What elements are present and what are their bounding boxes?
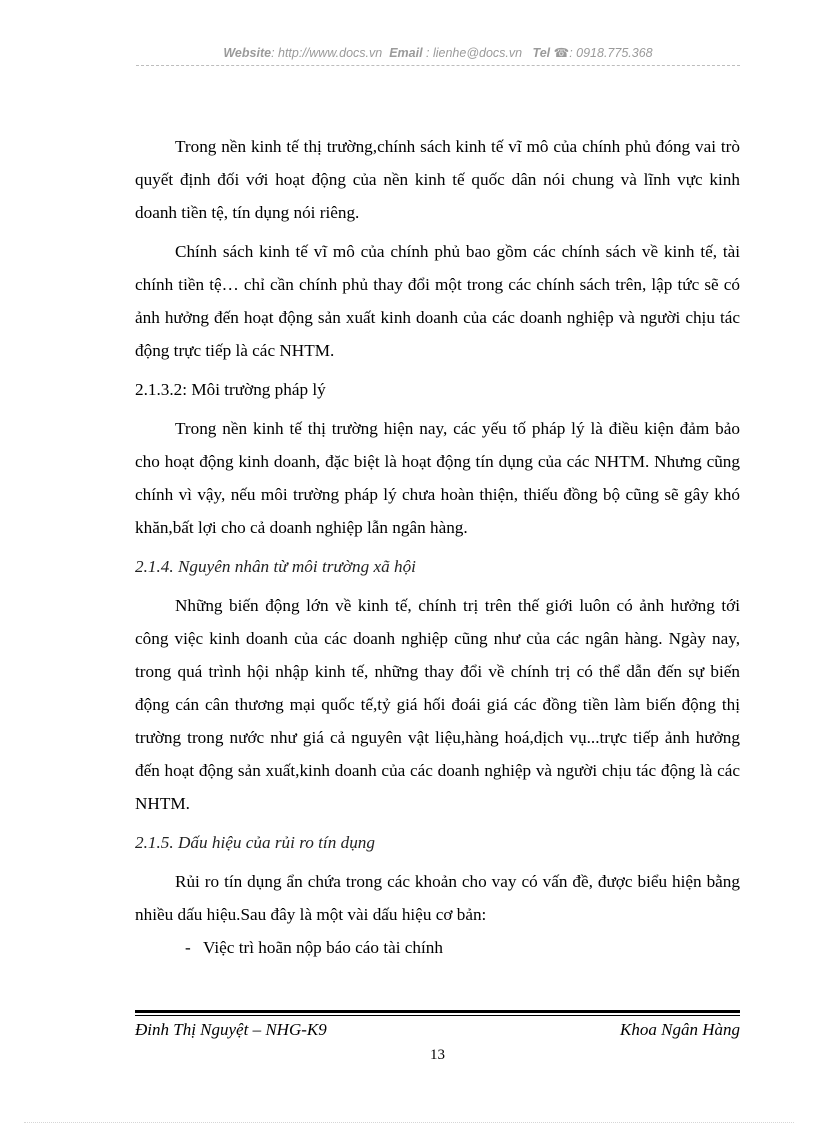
section-heading-2-1-3-2: 2.1.3.2: Môi trường pháp lý: [135, 380, 326, 399]
tel-value: : 0918.775.368: [569, 46, 653, 60]
paragraph-2: Chính sách kinh tế vĩ mô của chính phủ bao gồm các chính sách về kinh tế, tài chính tiền tệ… chỉ cần chính phủ thay đổi một trong các chính sách trên, lập tức sẽ có ảnh hưởng đến hoạt động sản xuất kinh doanh của các doanh nghiệp và người chịu tác động trực tiếp là các NHTM.: [135, 242, 740, 360]
website-value: : http://www.docs.vn: [271, 46, 383, 60]
tel-label: Tel: [532, 46, 551, 60]
bullet-marker: -: [185, 938, 191, 957]
page-footer: [135, 1016, 740, 1044]
paragraph-1: Trong nền kinh tế thị trường,chính sách kinh tế vĩ mô của chính phủ đóng vai trò quyết định đối với hoạt động của nền kinh tế quốc dân nói chung và lĩnh vực kinh doanh tiền tệ, tín dụng nói riêng.: [135, 137, 740, 222]
footer-thick-rule: [135, 1010, 740, 1013]
paragraph-3: Trong nền kinh tế thị trường hiện nay, các yếu tố pháp lý là điều kiện đảm bảo cho hoạt động kinh doanh, đặc biệt là hoạt động tín dụng của các NHTM. Nhưng cũng chính vì vậy, nếu môi trường pháp lý chưa hoàn thiện, thiếu đồng bộ cũng sẽ gây khó khăn,bất lợi cho cả doanh nghiệp lẫn ngân hàng.: [135, 419, 740, 537]
email-value: : lienhe@docs.vn: [426, 46, 523, 60]
page-header: [136, 45, 740, 60]
footer-author: Đinh Thị Nguyệt – NHG-K9: [135, 1020, 327, 1039]
footer-department: Khoa Ngân Hàng: [620, 1020, 740, 1039]
paragraph-5: Rủi ro tín dụng ẩn chứa trong các khoản cho vay có vấn đề, được biểu hiện bằng nhiều dấu hiệu.Sau đây là một vài dấu hiệu cơ bản:: [135, 872, 740, 924]
page-content: [135, 130, 740, 964]
phone-icon: ☎: [553, 46, 570, 60]
page-number: 13: [430, 1047, 445, 1063]
bullet-item: [185, 931, 740, 964]
website-label: Website: [223, 46, 272, 60]
section-heading-2-1-5: 2.1.5. Dấu hiệu của rủi ro tín dụng: [135, 833, 375, 852]
section-heading-2-1-4: 2.1.4. Nguyên nhân từ môi trường xã hội: [135, 557, 416, 576]
header-divider: [136, 65, 740, 66]
email-label: Email: [389, 46, 423, 60]
paragraph-4: Những biến động lớn về kinh tế, chính trị trên thế giới luôn có ảnh hưởng tới công việc kinh doanh của các doanh nghiệp cũng như của các ngân hàng. Ngày nay, trong quá trình hội nhập kinh tế, những thay đổi về chính trị có thể dẫn đến sự biến động cán cân thương mại quốc tế,tỷ giá hối đoái giá các đồng tiền làm biến động thị trường trong nước như giá cả nguyên vật liệu,hàng hoá,dịch vụ...trực tiếp ảnh hưởng đến hoạt động sản xuất,kinh doanh của các doanh nghiệp và người chịu tác động là các NHTM.: [135, 596, 740, 813]
bullet-text: Việc trì hoãn nộp báo cáo tài chính: [203, 938, 443, 957]
